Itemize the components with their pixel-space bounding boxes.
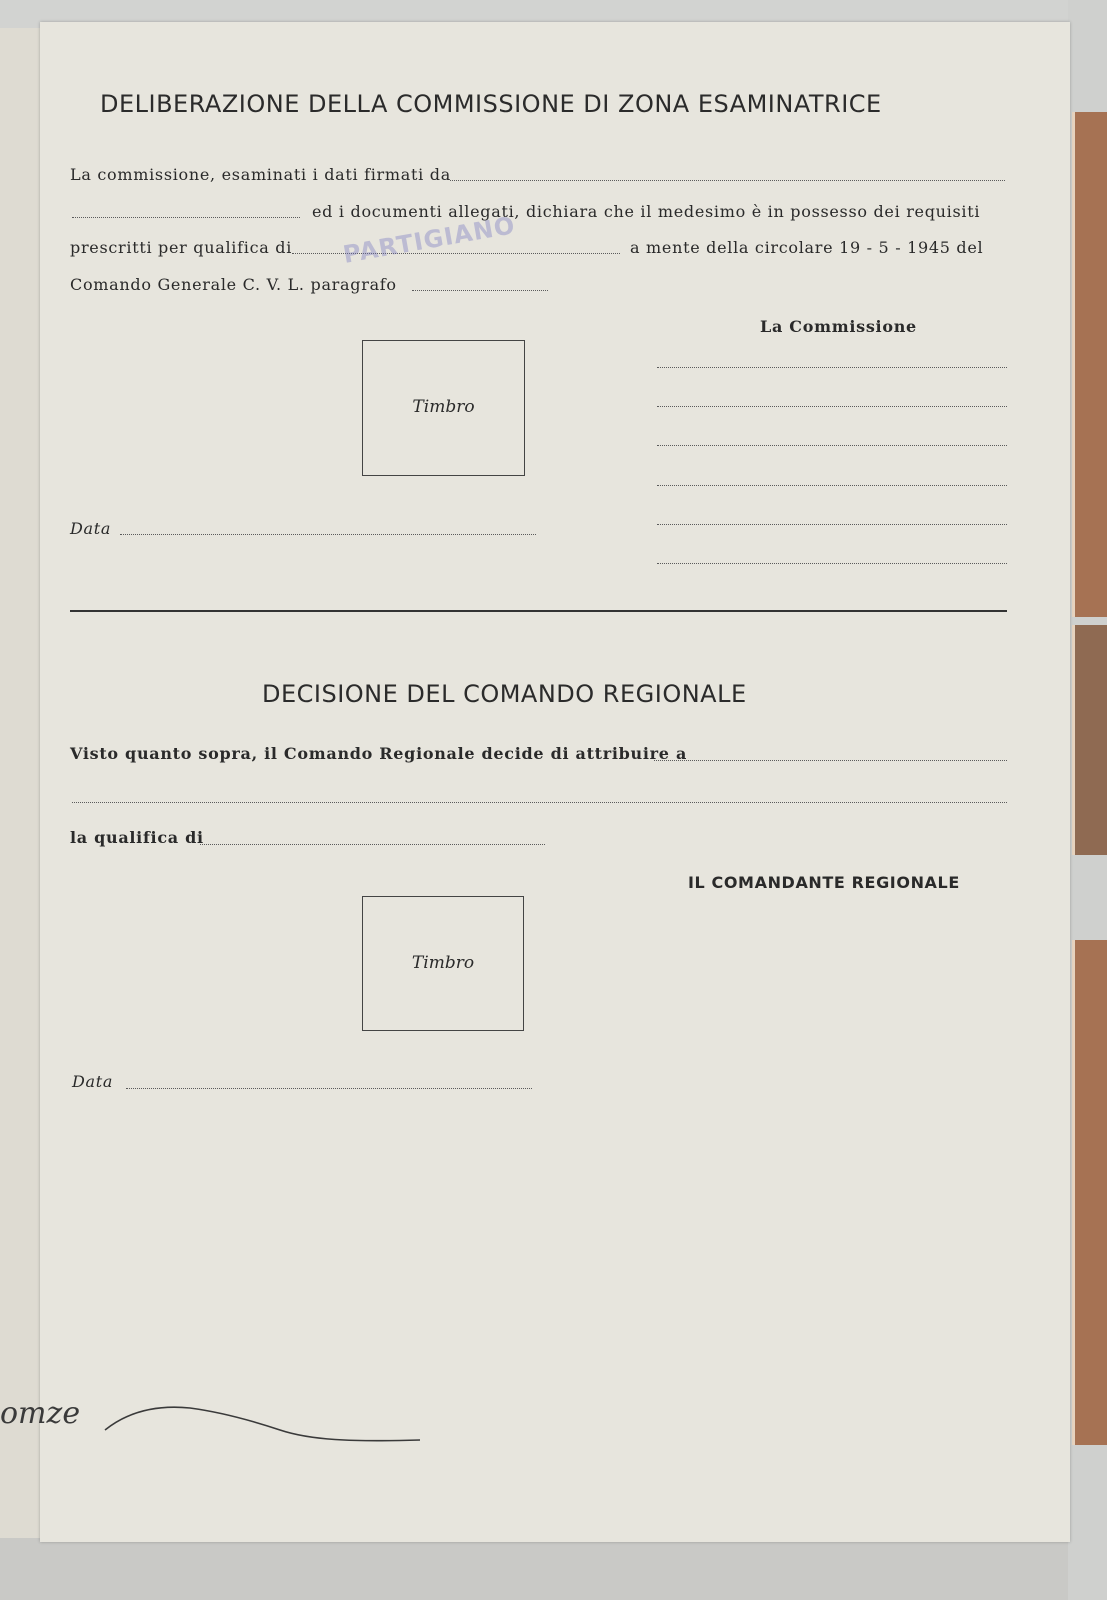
section1-line3b: a mente della circolare 19 - 5 - 1945 del [630,238,984,257]
commission-signature-1[interactable] [657,367,1007,368]
book-edge-middle [1072,625,1107,855]
attribution-field-cont[interactable] [72,802,1007,803]
stamp-box-1 [362,340,525,476]
section1-date-field[interactable] [120,534,536,535]
stamp-box-2 [362,896,524,1031]
section1-line3a: prescritti per qualifica di [70,238,293,257]
section1-date-label: Data [70,519,112,538]
section1-title: DELIBERAZIONE DELLA COMMISSIONE DI ZONA ESAMINATRICE [100,90,882,118]
partigiano-stamp: PARTIGIANO [340,211,518,269]
section1-line2: ed i documenti allegati, dichiara che il medesimo è in possesso dei requisiti [312,202,981,221]
commission-signature-4[interactable] [657,485,1007,486]
section2-date-label: Data [72,1072,114,1091]
form-sheet [40,22,1070,1542]
commission-signature-3[interactable] [657,445,1007,446]
attribution-field[interactable] [654,760,1007,761]
commander-label: IL COMANDANTE REGIONALE [688,873,960,892]
qualifica-field[interactable] [292,253,620,254]
book-edge-upper [1072,112,1107,617]
section2-date-field[interactable] [126,1088,532,1089]
signer-name-field[interactable] [450,180,1005,181]
paragrafo-field[interactable] [412,290,548,291]
commission-signature-6[interactable] [657,563,1007,564]
commission-label: La Commissione [760,317,917,336]
stamp-box-2-label: Timbro [411,952,475,973]
commission-signature-5[interactable] [657,524,1007,525]
section-divider [70,610,1007,612]
section1-line1: La commissione, esaminati i dati firmati da [70,165,451,184]
handwriting-fragment: omze [0,1396,81,1431]
section2-line1: Visto quanto sopra, il Comando Regionale decide di attribuire a [70,744,688,763]
section1-line4: Comando Generale C. V. L. paragrafo [70,275,397,294]
commission-signature-2[interactable] [657,406,1007,407]
handwritten-stroke [100,1400,430,1450]
signer-name-field-cont[interactable] [72,217,300,218]
section2-title: DECISIONE DEL COMANDO REGIONALE [262,680,747,708]
stamp-box-1-label: Timbro [412,397,475,417]
qualifica-final-field[interactable] [200,844,545,845]
book-edge-lower [1072,940,1107,1445]
section2-line3: la qualifica di [70,828,204,847]
